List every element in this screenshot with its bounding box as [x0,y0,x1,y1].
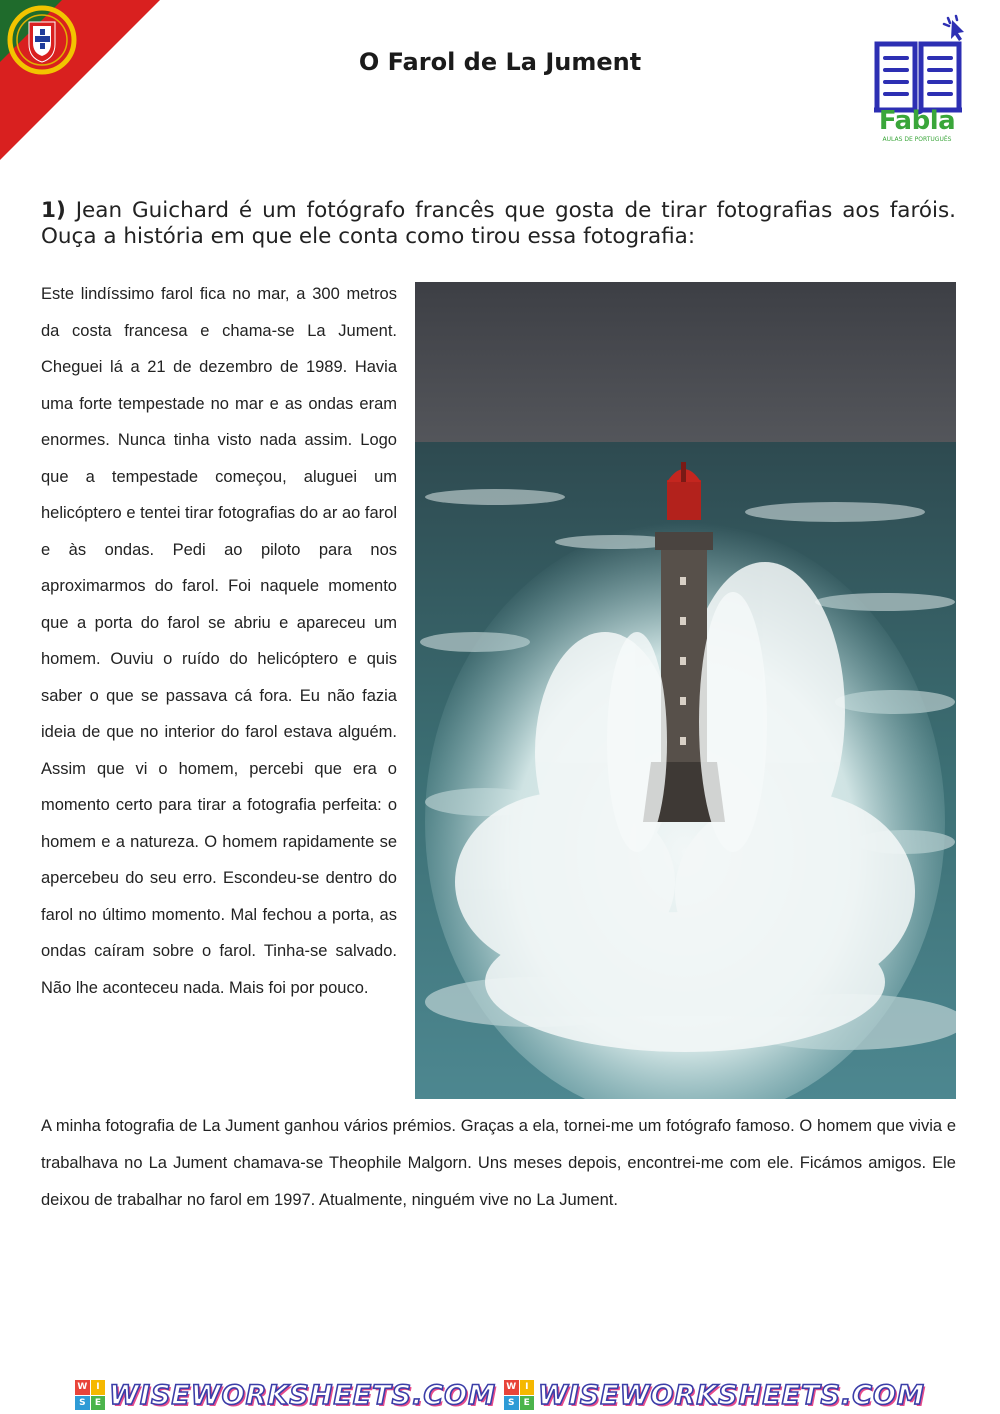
watermark-text: WISEWORKSHEETS.COM [538,1379,925,1411]
story-column-text: Este lindíssimo farol fica no mar, a 300 metros da costa francesa e chama-se La Jument. Cheguei lá a 21 de dezembro de 1989. Havia uma forte tempestade no mar e as ondas eram enormes. Nunca tinha visto nada assim. Logo que a tempestade começou, aluguei um helicóptero e tentei tirar fotografias do ar ao farol e às ondas. Pedi ao piloto para nos aproximarmos do farol. Foi naquele momento que a porta do farol se abriu e apareceu um homem. Ouviu o ruído do helicóptero e quis saber o que se passava cá fora. Eu não fazia ideia de que no interior do farol estava alguém. Assim que vi o homem, percebi que era o momento certo para tirar a fotografia perfeita: o homem e a natureza. O homem rapidamente se apercebeu do seu erro. Escondeu-se dentro do farol no último momento. Mal fechou a porta, as ondas caíram sobre o farol. Tinha-se salvado. Não lhe aconteceu nada. Mais foi por pouco. [41,285,397,997]
story-continuation-text: A minha fotografia de La Jument ganhou vários prémios. Graças a ela, tornei-me um fotógrafo famoso. O homem que vivia e trabalhava no La Jument chamava-se Theophile Malgorn. Uns meses depois, encontrei-me com ele. Ficámos amigos. Ele deixou de trabalhar no farol em 1997. Atualmente, ninguém vive no La Jument. [41,1117,956,1209]
watermark-text: WISEWORKSHEETS.COM [109,1379,496,1411]
watermark-group [504,1380,925,1411]
wiseworksheets-badge-icon: W I S E [504,1380,534,1410]
footer-watermark [0,1376,1000,1414]
logo-subtitle: AULAS DE PORTUGUÊS [882,136,952,143]
watermark-group [75,1380,496,1411]
question-text: Jean Guichard é um fotógrafo francês que gosta de tirar fotografias aos faróis. Ouça a história em que ele conta como tirou essa fotografia: [41,198,956,249]
question-number: 1) [41,198,66,223]
portugal-flag-corner [0,0,160,160]
lighthouse-storm-photo [415,282,956,1099]
question-prompt [41,198,956,250]
wiseworksheets-badge-icon: W I S E [75,1380,105,1410]
logo-wordmark: Fabla [878,106,956,136]
page-title: O Farol de La Jument [358,48,642,76]
